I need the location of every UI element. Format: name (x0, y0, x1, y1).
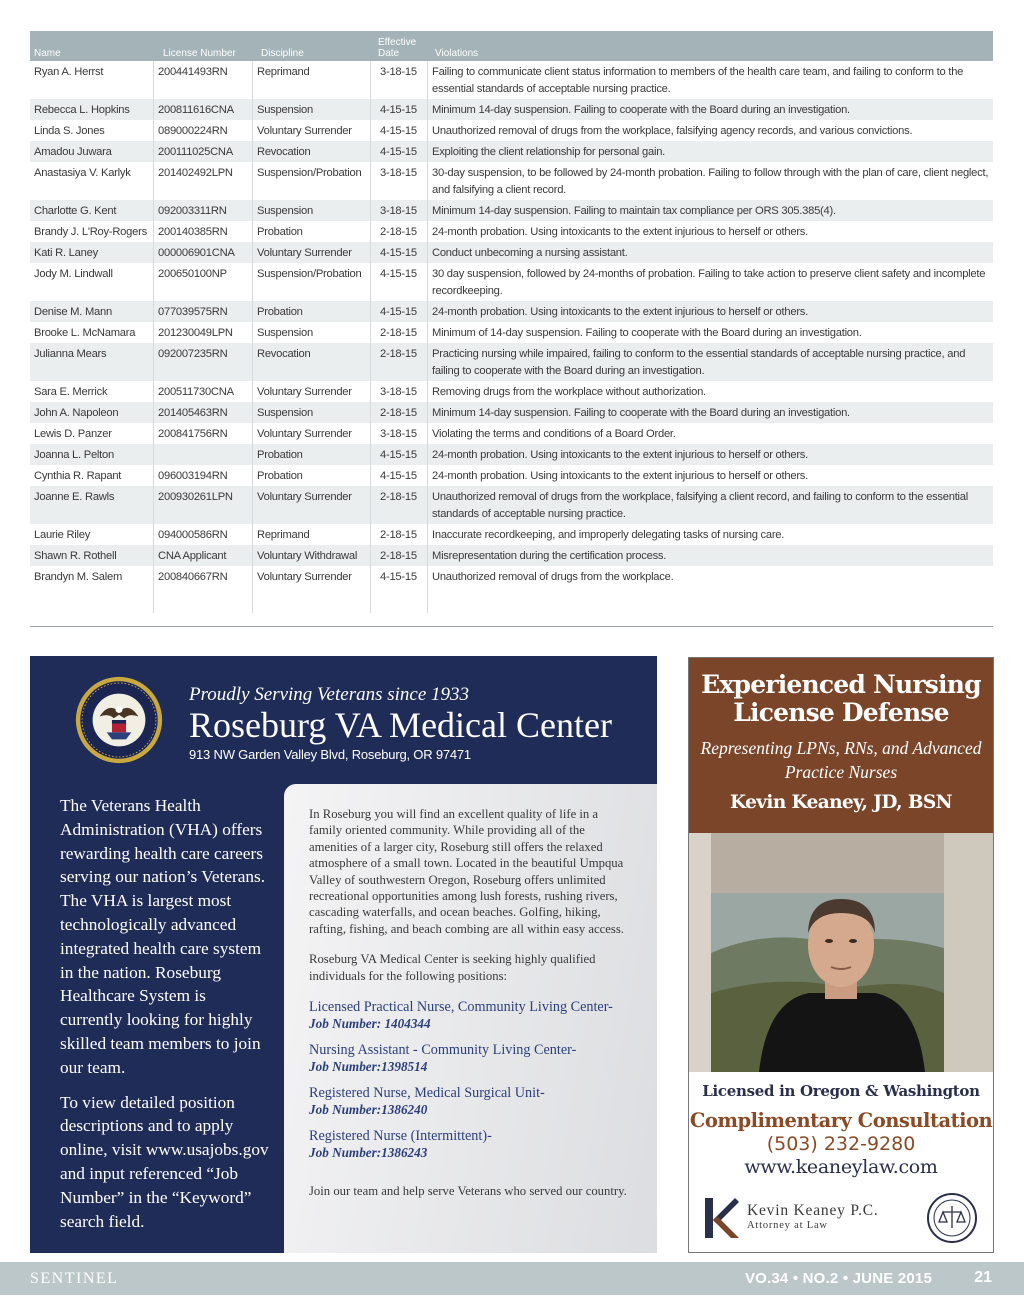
cell-date: 2-18-15 (370, 524, 427, 545)
table-header (30, 31, 993, 61)
cell-name: Rebecca L. Hopkins (34, 104, 130, 116)
cell-date: 3-18-15 (370, 162, 427, 200)
cell-date: 2-18-15 (370, 402, 427, 423)
cell-name: Joanne E. Rawls (34, 491, 115, 503)
table-row (30, 263, 993, 301)
cell-license: 201405463RN (153, 402, 252, 423)
cell-license: 000006901CNA (153, 242, 252, 263)
cell-discipline: Probation (252, 221, 370, 242)
roseburg-va-ad (30, 656, 657, 1253)
cell-date: 4-15-15 (370, 99, 427, 120)
cell-violation: Violating the terms and conditions of a Board Order. (427, 423, 993, 444)
va-address: 913 NW Garden Valley Blvd, Roseburg, OR 97471 (189, 747, 471, 762)
cell-discipline: Suspension (252, 322, 370, 343)
cell-discipline: Revocation (252, 343, 370, 381)
cell-date: 3-18-15 (370, 200, 427, 221)
cell-license: 092007235RN (153, 343, 252, 381)
cell-license: CNA Applicant (153, 545, 252, 566)
job-listing (309, 998, 629, 1032)
table-bottom-rule (30, 626, 993, 627)
cell-discipline: Revocation (252, 141, 370, 162)
table-filler (30, 587, 993, 613)
cell-date: 4-15-15 (370, 301, 427, 322)
page-number: 21 (974, 1269, 992, 1286)
cell-name: Shawn R. Rothell (34, 550, 117, 562)
cell-name: Laurie Riley (34, 529, 91, 541)
cell-name: Sara E. Merrick (34, 386, 108, 398)
cell-name: Ryan A. Herrst (34, 66, 104, 78)
job-title: Licensed Practical Nurse, Community Living Center- (309, 999, 613, 1016)
table-row (30, 381, 993, 402)
job-title: Registered Nurse, Medical Surgical Unit- (309, 1085, 545, 1102)
table-row (30, 141, 993, 162)
cell-name: Lewis D. Panzer (34, 428, 112, 440)
cell-discipline: Suspension/Probation (252, 263, 370, 301)
table-row (30, 465, 993, 486)
table-row (30, 200, 993, 221)
cell-discipline: Suspension/Probation (252, 162, 370, 200)
cell-date: 4-15-15 (370, 465, 427, 486)
table-row (30, 343, 993, 381)
cell-discipline: Voluntary Withdrawal (252, 545, 370, 566)
cell-name: John A. Napoleon (34, 407, 119, 419)
keaney-website: www.keaneylaw.com (744, 1156, 938, 1178)
table-row (30, 486, 993, 524)
cell-violation: Exploiting the client relationship for personal gain. (427, 141, 993, 162)
header-violations: Violations (435, 48, 479, 59)
header-name: Name (34, 48, 61, 59)
cell-name: Charlotte G. Kent (34, 205, 117, 217)
cell-date: 4-15-15 (370, 444, 427, 465)
table-row (30, 301, 993, 322)
va-seal-icon (75, 676, 163, 764)
table-row (30, 402, 993, 423)
cell-discipline: Voluntary Surrender (252, 381, 370, 402)
cell-date: 4-15-15 (370, 566, 427, 587)
va-apply-paragraph: To view detailed position descriptions and to apply online, visit www.usajobs.gov and input referenced “Job Number” in the “Keyword” search field. (60, 1092, 269, 1231)
nursing-association-seal-icon (921, 1192, 983, 1244)
cell-violation: 24-month probation. Using intoxicants to the extent injurious to herself or others. (427, 301, 993, 322)
job-listing (309, 1084, 629, 1118)
table-row (30, 444, 993, 465)
cell-name: Amadou Juwara (34, 146, 112, 158)
keaney-logo-row (689, 1190, 993, 1250)
job-list (309, 998, 629, 1161)
cell-license: 200840667RN (153, 566, 252, 587)
cell-date: 4-15-15 (370, 141, 427, 162)
header-effective-date: Effective Date (378, 37, 417, 59)
cell-name: Kati R. Laney (34, 247, 98, 259)
keaney-firm-name: Kevin Keaney P.C. (747, 1202, 879, 1219)
cell-date: 2-18-15 (370, 486, 427, 524)
cell-license: 201230049LPN (153, 322, 252, 343)
cell-date: 4-15-15 (370, 242, 427, 263)
cell-name: Cynthia R. Rapant (34, 470, 122, 482)
page-footer (0, 1262, 1024, 1295)
attorney-portrait-image (689, 833, 993, 1072)
cell-license: 096003194RN (153, 465, 252, 486)
keaney-headline: Experienced Nursing License Defense (701, 670, 981, 727)
cell-discipline: Voluntary Surrender (252, 486, 370, 524)
cell-name: Brooke L. McNamara (34, 327, 136, 339)
cell-license: 077039575RN (153, 301, 252, 322)
cell-violation: Unauthorized removal of drugs from the workplace, falsifying a client record, and failing to conform to the essential standards of acceptable nursing practice. (427, 486, 993, 524)
cell-violation: Minimum of 14-day suspension. Failing to cooperate with the Board during an investigation. (427, 322, 993, 343)
cell-discipline: Probation (252, 465, 370, 486)
cell-violation: Practicing nursing while impaired, failing to conform to the essential standards of acceptable nursing practice, and failing to cooperate with the Board during an investigation. (427, 343, 993, 381)
cell-license: 200841756RN (153, 423, 252, 444)
keaney-law-ad (688, 657, 994, 1253)
cell-license: 201402492LPN (153, 162, 252, 200)
cell-license: 200811616CNA (153, 99, 252, 120)
cell-license: 200111025CNA (153, 141, 252, 162)
cell-name: Linda S. Jones (34, 125, 105, 137)
cell-date: 3-18-15 (370, 61, 427, 99)
cell-violation: Failing to communicate client status information to members of the health care team, and failing to conform to the essential standards of acceptable nursing practice. (427, 61, 993, 99)
cell-violation: Misrepresentation during the certification process. (427, 545, 993, 566)
keaney-firm-sub: Attorney at Law (747, 1220, 828, 1231)
cell-name: Brandyn M. Salem (34, 571, 123, 583)
header-discipline: Discipline (261, 48, 304, 59)
va-intro (60, 794, 270, 1233)
keaney-consultation: Complimentary Consultation (689, 1109, 993, 1132)
cell-violation: 24-month probation. Using intoxicants to the extent injurious to herself or others. (427, 444, 993, 465)
table-row (30, 99, 993, 120)
table-body (30, 61, 993, 587)
cell-violation: Unauthorized removal of drugs from the workplace. (427, 566, 993, 587)
cell-discipline: Voluntary Surrender (252, 242, 370, 263)
cell-date: 4-15-15 (370, 120, 427, 141)
cell-license: 200650100NP (153, 263, 252, 301)
table-row (30, 242, 993, 263)
cell-violation: Conduct unbecoming a nursing assistant. (427, 242, 993, 263)
cell-violation: Minimum 14-day suspension. Failing to cooperate with the Board during an investigation. (427, 402, 993, 423)
va-join-text: Join our team and help serve Veterans who served our country. (309, 1184, 627, 1199)
keaney-name: Kevin Keaney, JD, BSN (730, 792, 952, 813)
cell-discipline: Probation (252, 301, 370, 322)
cell-discipline: Voluntary Surrender (252, 120, 370, 141)
cell-discipline: Voluntary Surrender (252, 423, 370, 444)
cell-date: 4-15-15 (370, 263, 427, 301)
keaney-subhead: Representing LPNs, RNs, and Advanced Practice Nurses (700, 738, 982, 782)
cell-date: 2-18-15 (370, 343, 427, 381)
table-row (30, 545, 993, 566)
cell-license: 089000224RN (153, 120, 252, 141)
cell-date: 3-18-15 (370, 381, 427, 402)
job-title: Registered Nurse (Intermittent)- (309, 1128, 492, 1145)
cell-license: 200930261LPN (153, 486, 252, 524)
cell-violation: Minimum 14-day suspension. Failing to maintain tax compliance per ORS 305.385(4). (427, 200, 993, 221)
cell-name: Brandy J. L'Roy-Rogers (34, 226, 147, 238)
va-title: Roseburg VA Medical Center (189, 705, 612, 745)
cell-violation: 24-month probation. Using intoxicants to the extent injurious to herself or others. (427, 465, 993, 486)
cell-discipline: Probation (252, 444, 370, 465)
cell-discipline: Voluntary Surrender (252, 566, 370, 587)
table-row (30, 221, 993, 242)
cell-license: 200441493RN (153, 61, 252, 99)
va-details-panel (284, 784, 657, 1253)
job-number: Job Number:1398514 (309, 1059, 428, 1075)
job-number: Job Number: 1404344 (309, 1016, 431, 1032)
va-intro-paragraph: The Veterans Health Administration (VHA) offers rewarding health care careers serving our nation’s Veterans. The VHA is largest most technologically advanced integrated health care system in the nation. Roseburg Healthcare System is currently looking for highly skilled team members to join our team. (60, 796, 266, 1077)
va-seeking-text: Roseburg VA Medical Center is seeking highly qualified individuals for the following positions: (309, 952, 596, 983)
cell-discipline: Suspension (252, 200, 370, 221)
job-number: Job Number:1386243 (309, 1145, 428, 1161)
cell-violation: 24-month probation. Using intoxicants to the extent injurious to herself or others. (427, 221, 993, 242)
cell-name: Denise M. Mann (34, 306, 112, 318)
attorney-portrait (689, 833, 993, 1072)
cell-name: Anastasiya V. Karlyk (34, 167, 131, 179)
cell-name: Julianna Mears (34, 348, 107, 360)
cell-discipline: Suspension (252, 402, 370, 423)
va-tagline: Proudly Serving Veterans since 1933 (189, 684, 470, 705)
cell-violation: 30-day suspension, to be followed by 24-month probation. Failing to follow through with the plan of care, client neglect, and falsifying a client record. (427, 162, 993, 200)
table-row (30, 423, 993, 444)
keaney-phone: (503) 232-9280 (766, 1133, 916, 1155)
table-row (30, 322, 993, 343)
cell-date: 2-18-15 (370, 221, 427, 242)
table-row (30, 162, 993, 200)
keaney-firm (747, 1202, 879, 1231)
job-number: Job Number:1386240 (309, 1102, 428, 1118)
cell-violation: Minimum 14-day suspension. Failing to cooperate with the Board during an investigation. (427, 99, 993, 120)
keaney-licensed: Licensed in Oregon & Washington (702, 1082, 980, 1100)
table-row (30, 566, 993, 587)
table-row (30, 524, 993, 545)
cell-date: 2-18-15 (370, 545, 427, 566)
cell-discipline: Reprimand (252, 524, 370, 545)
cell-license (153, 444, 252, 465)
cell-violation: Unauthorized removal of drugs from the workplace, falsifying agency records, and various convictions. (427, 120, 993, 141)
cell-license: 200140385RN (153, 221, 252, 242)
header-license: License Number (163, 48, 236, 59)
va-community-text: In Roseburg you will find an excellent quality of life in a family oriented community. While providing all of the amenities of a larger city, Roseburg still offers the relaxed atmosphere of a small town. Located in the beautiful Umpqua Valley of southwestern Oregon, Roseburg offers unlimited recreational opportunities among lush forests, rushing rivers, cascading waterfalls, and ocean beaches. Golfing, hiking, rafting, fishing, and beach combing are all within easy access. (309, 807, 624, 936)
discipline-table (30, 31, 993, 613)
job-title: Nursing Assistant - Community Living Center- (309, 1042, 577, 1059)
cell-name: Jody M. Lindwall (34, 268, 113, 280)
cell-date: 3-18-15 (370, 423, 427, 444)
table-row (30, 61, 993, 99)
cell-discipline: Suspension (252, 99, 370, 120)
job-listing (309, 1041, 629, 1075)
cell-date: 2-18-15 (370, 322, 427, 343)
cell-discipline: Reprimand (252, 61, 370, 99)
cell-license: 200511730CNA (153, 381, 252, 402)
job-listing (309, 1127, 629, 1161)
keaney-ad-header (689, 658, 993, 833)
cell-license: 094000586RN (153, 524, 252, 545)
cell-violation: 30 day suspension, followed by 24-months of probation. Failing to take action to preserve client safety and incomplete recordkeeping. (427, 263, 993, 301)
kk-monogram-icon (701, 1196, 741, 1240)
cell-violation: Inaccurate recordkeeping, and improperly delegating tasks of nursing care. (427, 524, 993, 545)
cell-name: Joanna L. Pelton (34, 449, 114, 461)
footer-issue: VO.34 • NO.2 • JUNE 2015 (744, 1270, 932, 1287)
cell-violation: Removing drugs from the workplace without authorization. (427, 381, 993, 402)
footer-brand: SENTINEL (30, 1270, 119, 1287)
cell-license: 092003311RN (153, 200, 252, 221)
keaney-ad-contact (689, 1082, 993, 1250)
table-row (30, 120, 993, 141)
